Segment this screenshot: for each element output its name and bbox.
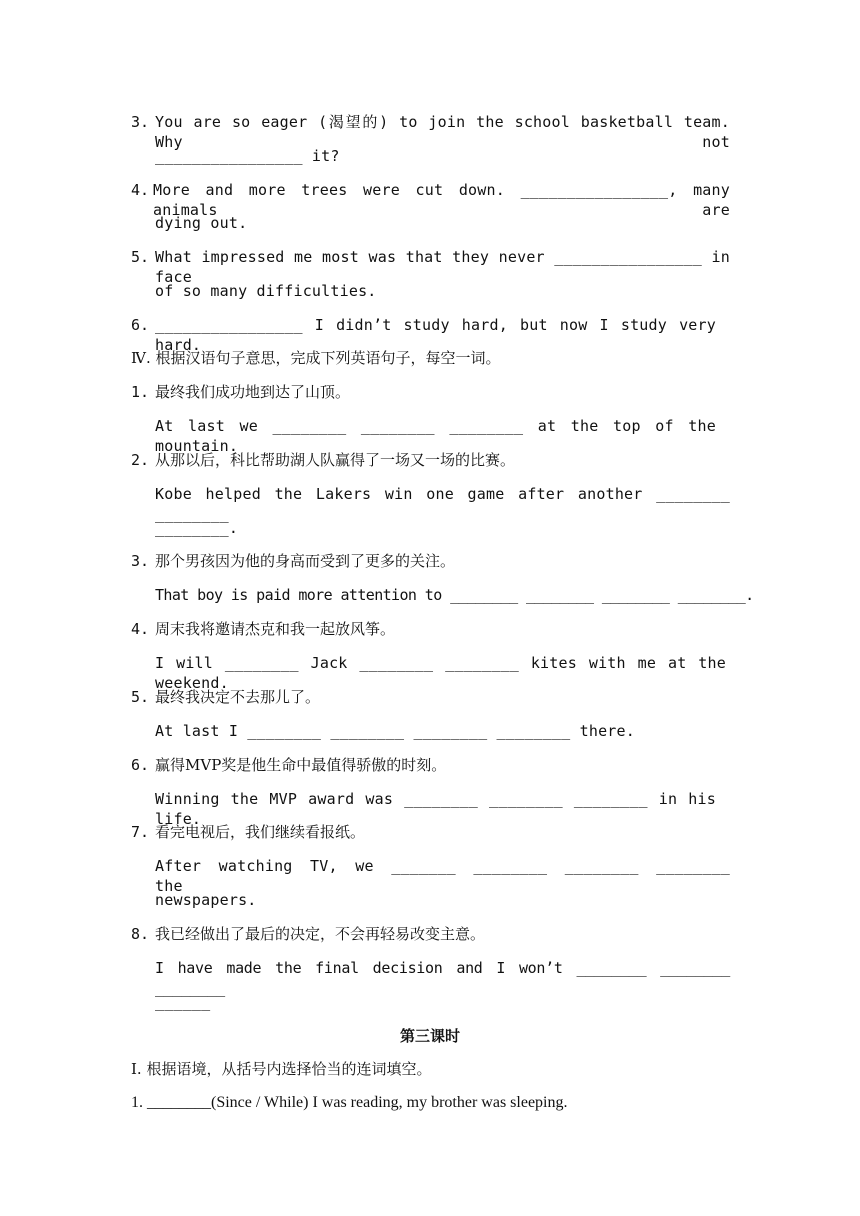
item-6-line1: ________________ I didn’t study hard, but now I study very hard. xyxy=(155,316,716,354)
item-number: 3. xyxy=(131,552,150,570)
lesson-3-section-heading: Ⅰ. 根据语境，从括号内选择恰当的连词填空。 xyxy=(131,1060,432,1078)
item-1-chinese: 最终我们成功地到达了山顶。 xyxy=(155,383,351,401)
item-1-english: At last we ________ ________ ________ at the top of the mountain. xyxy=(155,417,716,455)
item-7-english-line1: After watching TV, we _______ ________ ________ ________ the xyxy=(155,857,730,895)
item-7-chinese: 看完电视后，我们继续看报纸。 xyxy=(155,823,366,841)
item-3-line1: You are so eager (渴望的) to join the school basketball team. Why not xyxy=(155,113,730,151)
item-3-english: That boy is paid more attention to ________ ________ ________ ________. xyxy=(155,586,754,604)
item-8-english-line2: ______ xyxy=(155,993,211,1011)
item-number: 2. xyxy=(131,451,150,469)
item-5-english: At last I ________ ________ ________ ________ there. xyxy=(155,722,635,740)
item-number: 8. xyxy=(131,925,150,943)
item-number: 1. xyxy=(131,383,150,401)
item-5-chinese: 最终我决定不去那儿了。 xyxy=(155,688,321,706)
item-4-line2: dying out. xyxy=(155,214,248,232)
item-number: 4. xyxy=(131,181,150,199)
item-number: 4. xyxy=(131,620,150,638)
item-5-line2: of so many difficulties. xyxy=(155,282,377,300)
item-2-english-line1: Kobe helped the Lakers win one game after another ________ ________ xyxy=(155,485,730,523)
item-3-line2: ________________ it? xyxy=(155,147,340,165)
item-4-line1: More and more trees were cut down. ________________, many animals are xyxy=(153,181,730,219)
item-number: 3. xyxy=(131,113,150,131)
section-4-heading: Ⅳ. 根据汉语句子意思，完成下列英语句子，每空一词。 xyxy=(131,349,501,367)
item-7-english-line2: newspapers. xyxy=(155,891,257,909)
item-8-english-line1: I have made the final decision and I won’t ________ ________ ________ xyxy=(155,959,730,997)
lesson-title: 第三课时 xyxy=(399,1027,460,1045)
item-4-english: I will ________ Jack ________ ________ kites with me at the weekend. xyxy=(155,654,726,692)
item-3-chinese: 那个男孩因为他的身高而受到了更多的关注。 xyxy=(155,552,456,570)
item-number: 6. xyxy=(131,316,150,334)
item-number: 5. xyxy=(131,688,150,706)
item-number: 6. xyxy=(131,756,150,774)
item-2-chinese: 从那以后，科比帮助湖人队赢得了一场又一场的比赛。 xyxy=(155,451,516,469)
item-number: 5. xyxy=(131,248,150,266)
item-8-chinese: 我已经做出了最后的决定，不会再轻易改变主意。 xyxy=(155,925,486,943)
item-5-line1: What impressed me most was that they never ________________ in face xyxy=(155,248,730,286)
item-4-chinese: 周末我将邀请杰克和我一起放风筝。 xyxy=(155,620,396,638)
item-6-english: Winning the MVP award was ________ ________ ________ in his life. xyxy=(155,790,716,828)
item-6-chinese: 赢得MVP奖是他生命中最值得骄傲的时刻。 xyxy=(155,756,447,774)
item-2-english-line2: ________. xyxy=(155,519,239,537)
lesson-3-item-1: 1. ________(Since / While) I was reading, my brother was sleeping. xyxy=(131,1094,568,1111)
item-number: 7. xyxy=(131,823,150,841)
